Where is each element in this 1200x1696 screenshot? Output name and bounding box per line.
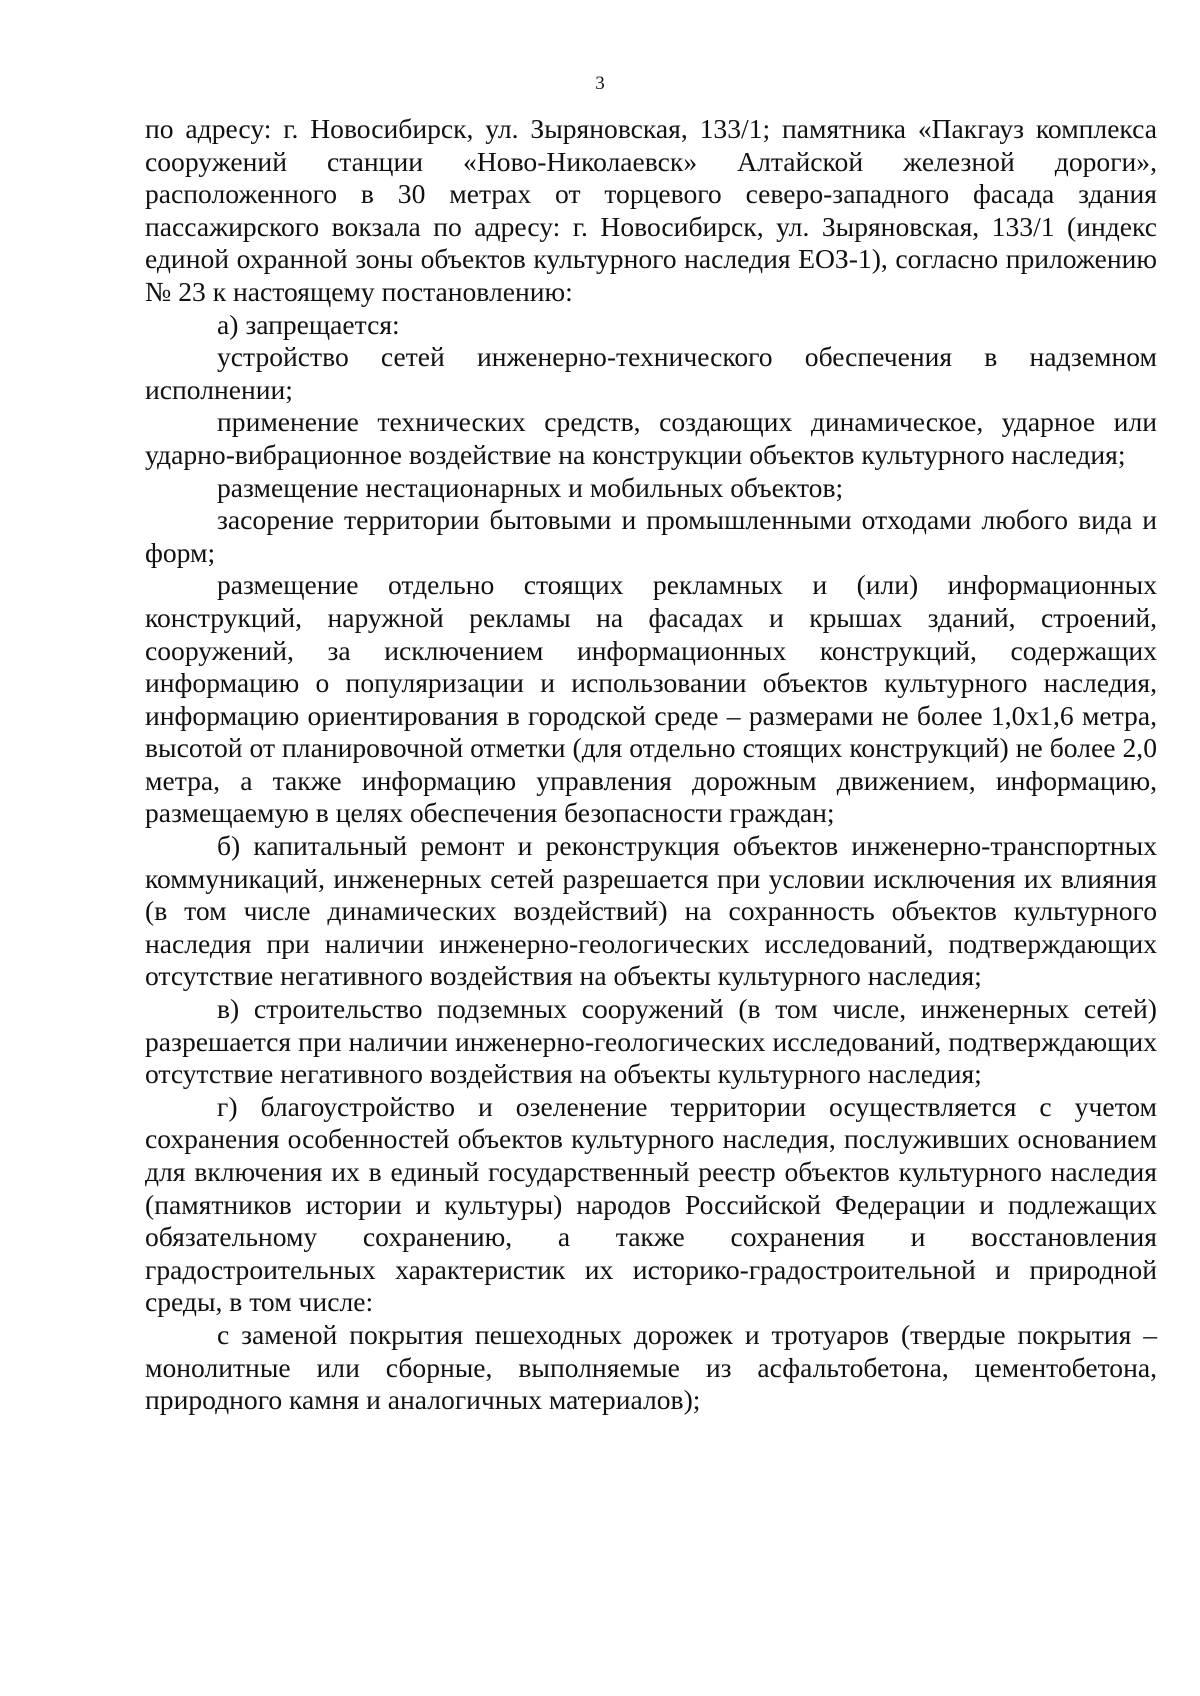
paragraph: засорение территории бытовыми и промышленными отходами любого вида и форм;: [145, 504, 1157, 568]
page-number: 3: [595, 73, 605, 94]
paragraph: размещение нестационарных и мобильных объектов;: [217, 471, 844, 503]
paragraph: б) капитальный ремонт и реконструкция объектов инженерно-транспортных коммуникаций, инженерных сетей разрешается при условии исключения их влияния (в том числе динамических воздействий) на сохранность объектов культурного наследия при наличии инженерно-геологических исследований, подтверждающих отсутствие негативного воздействия на объекты культурного наследия;: [145, 830, 1157, 992]
document-body: [145, 113, 1157, 1417]
paragraph: размещение отдельно стоящих рекламных и (или) информационных конструкций, наружной рекламы на фасадах и крышах зданий, строений, сооружений, за исключением информационных конструкций, содержащих информацию о популяризации и использовании объектов культурного наследия, информацию ориентирования в городской среде – размерами не более 1,0x1,6 метра, высотой от планировочной отметки (для отдельно стоящих конструкций) не более 2,0 метра, а также информацию управления дорожным движением, информацию, размещаемую в целях обеспечения безопасности граждан;: [145, 569, 1157, 829]
paragraph: применение технических средств, создающих динамическое, ударное или ударно-вибрационное воздействие на конструкции объектов культурного наследия;: [145, 406, 1157, 470]
paragraph: г) благоустройство и озеленение территории осуществляется с учетом сохранения особенностей объектов культурного наследия, послуживших основанием для включения их в единый государственный реестр объектов культурного наследия (памятников истории и культуры) народов Российской Федерации и подлежащих обязательному сохранению, а также сохранения и восстановления градостроительных характеристик их историко-градостроительной и природной среды, в том числе:: [145, 1090, 1157, 1318]
paragraph: в) строительство подземных сооружений (в том числе, инженерных сетей) разрешается при наличии инженерно-геологических исследований, подтверждающих отсутствие негативного воздействия на объекты культурного наследия;: [145, 993, 1157, 1090]
paragraph: устройство сетей инженерно-технического обеспечения в надземном исполнении;: [145, 341, 1157, 405]
paragraph: а) запрещается:: [217, 308, 400, 340]
paragraph: по адресу: г. Новосибирск, ул. Зыряновская, 133/1; памятника «Пакгауз комплекса сооружений станции «Ново-Николаевск» Алтайской железной дороги», расположенного в 30 метрах от торцевого северо-западного фасада здания пассажирского вокзала по адресу: г. Новосибирск, ул. Зыряновская, 133/1 (индекс единой охранной зоны объектов культурного наследия ЕОЗ-1), согласно приложению № 23 к настоящему постановлению:: [145, 113, 1157, 307]
paragraph: с заменой покрытия пешеходных дорожек и тротуаров (твердые покрытия – монолитные или сборные, выполняемые из асфальтобетона, цементобетона, природного камня и аналогичных материалов);: [145, 1318, 1157, 1416]
